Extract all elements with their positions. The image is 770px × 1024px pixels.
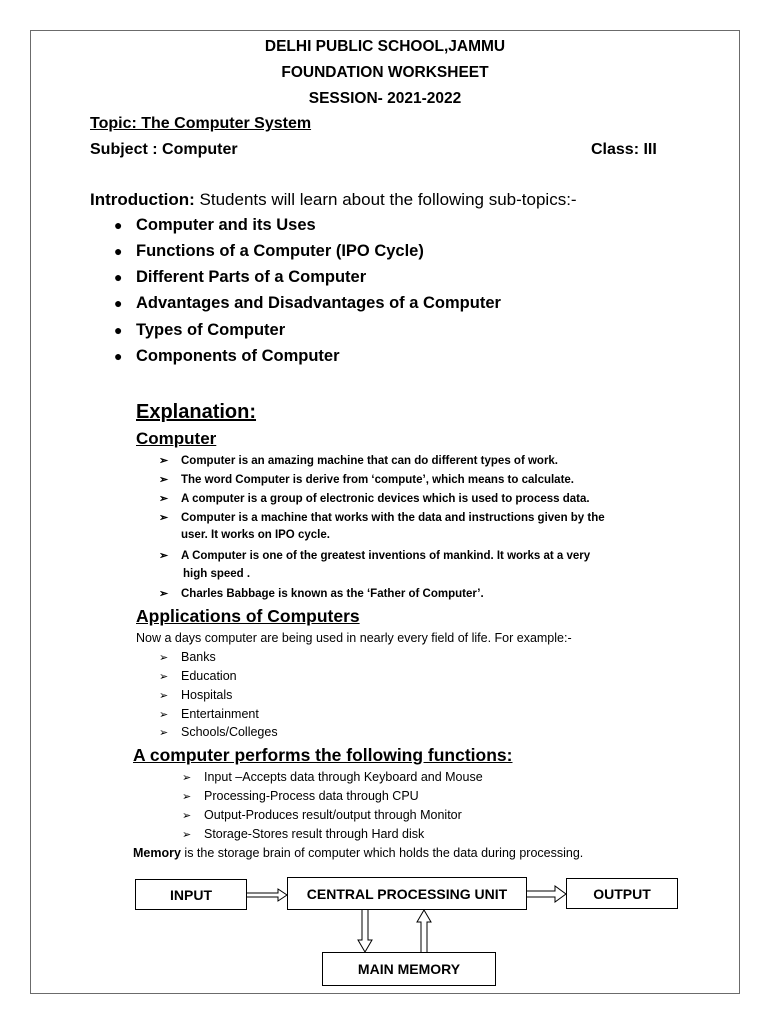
topic-item: ● Components of Computer	[114, 347, 340, 365]
function-item: ➢ Input –Accepts data through Keyboard and Mouse	[182, 770, 483, 784]
explanation-point: ➢ A computer is a group of electronic devices which is used to process data.	[159, 493, 590, 505]
functions-heading: A computer performs the following functions:	[133, 745, 513, 765]
bullet-icon: ●	[114, 348, 123, 364]
arrow-bullet-icon: ➢	[159, 512, 169, 524]
memory-label: Memory	[133, 846, 181, 860]
bullet-icon: ●	[114, 269, 123, 285]
arrow-bullet-icon: ➢	[159, 474, 169, 486]
class-line: Class: III	[591, 141, 657, 158]
arrow-bullet-icon: ➢	[182, 772, 192, 784]
explanation-point: ➢ Computer is a machine that works with the data and instructions given by the	[159, 512, 605, 524]
arrow-bullet-icon: ➢	[182, 810, 192, 822]
topic-line: Topic: The Computer System	[90, 115, 312, 132]
arrow-bullet-icon: ➢	[159, 550, 169, 562]
topic-item: ● Different Parts of a Computer	[114, 268, 367, 286]
introduction-label: Introduction:	[90, 190, 195, 209]
main-memory-box: MAIN MEMORY	[322, 952, 496, 986]
function-item: ➢ Storage-Stores result through Hard disk	[182, 827, 425, 841]
output-box: OUTPUT	[566, 878, 678, 909]
application-item: ➢ Hospitals	[159, 688, 233, 702]
arrow-bullet-icon: ➢	[159, 709, 169, 721]
topic-item: ● Functions of a Computer (IPO Cycle)	[114, 242, 424, 260]
cpu-box: CENTRAL PROCESSING UNIT	[287, 877, 527, 910]
memory-to-cpu-arrow	[417, 910, 431, 952]
computer-heading: Computer	[136, 429, 217, 448]
arrow-bullet-icon: ➢	[182, 791, 192, 803]
arrow-bullet-icon: ➢	[182, 829, 192, 841]
topic-item: ● Types of Computer	[114, 321, 286, 339]
topic-item: ● Computer and its Uses	[114, 216, 316, 234]
topic-item: ● Advantages and Disadvantages of a Computer	[114, 294, 501, 312]
explanation-point: ➢ A Computer is one of the greatest inventions of mankind. It works at a very	[159, 550, 591, 562]
arrow-bullet-icon: ➢	[159, 652, 169, 664]
subject-line: Subject : Computer	[90, 141, 238, 158]
arrow-bullet-icon: ➢	[159, 671, 169, 683]
cpu-to-memory-arrow	[358, 910, 372, 952]
function-item: ➢ Processing-Process data through CPU	[182, 789, 419, 803]
explanation-point-continued: high speed .	[183, 568, 251, 580]
explanation-point: ➢ The word Computer is derive from ‘compute’, which means to calculate.	[159, 474, 574, 486]
arrow-bullet-icon: ➢	[159, 690, 169, 702]
school-name: DELHI PUBLIC SCHOOL,JAMMU	[264, 38, 506, 55]
applications-intro: Now a days computer are being used in nearly every field of life. For example:-	[136, 631, 572, 645]
arrow-bullet-icon: ➢	[159, 588, 169, 600]
function-item: ➢ Output-Produces result/output through Monitor	[182, 808, 462, 822]
bullet-icon: ●	[114, 217, 123, 233]
bullet-icon: ●	[114, 243, 123, 259]
explanation-point: ➢ Charles Babbage is known as the ‘Father of Computer’.	[159, 588, 484, 600]
explanation-point-continued: user. It works on IPO cycle.	[181, 529, 330, 541]
bullet-icon: ●	[114, 295, 123, 311]
application-item: ➢ Schools/Colleges	[159, 725, 278, 739]
input-box: INPUT	[135, 879, 247, 910]
application-item: ➢ Entertainment	[159, 707, 259, 721]
input-to-cpu-arrow	[247, 889, 287, 901]
introduction-text: Students will learn about the following sub-topics:-	[194, 190, 577, 209]
bullet-icon: ●	[114, 322, 123, 338]
arrow-bullet-icon: ➢	[159, 493, 169, 505]
application-item: ➢ Banks	[159, 650, 216, 664]
explanation-point: ➢ Computer is an amazing machine that can do different types of work.	[159, 455, 559, 467]
memory-text: is the storage brain of computer which holds the data during processing.	[180, 846, 584, 860]
arrow-bullet-icon: ➢	[159, 727, 169, 739]
arrow-bullet-icon: ➢	[159, 455, 169, 467]
worksheet-title: FOUNDATION WORKSHEET	[281, 64, 489, 81]
session-label: SESSION- 2021-2022	[308, 90, 462, 107]
cpu-to-output-arrow	[527, 886, 566, 902]
applications-heading: Applications of Computers	[136, 606, 360, 626]
application-item: ➢ Education	[159, 669, 237, 683]
explanation-heading: Explanation:	[136, 401, 257, 423]
